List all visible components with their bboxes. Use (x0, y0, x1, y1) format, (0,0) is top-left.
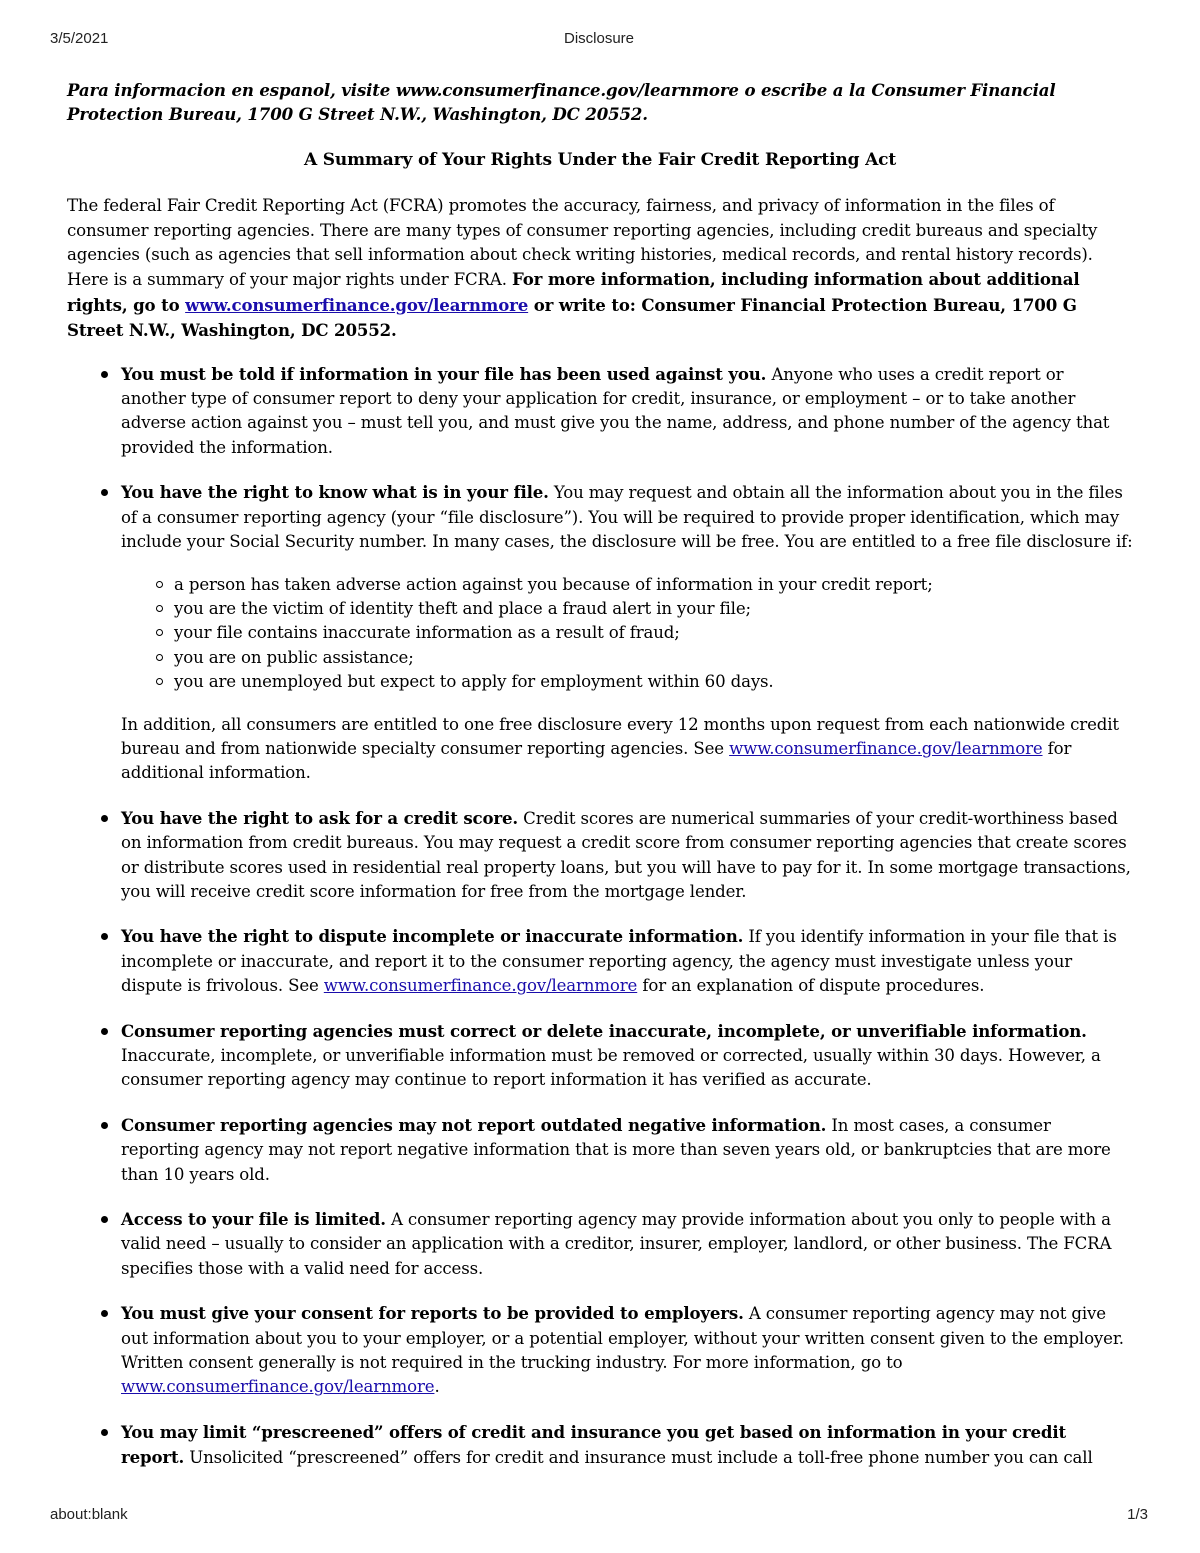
right-item-credit-score (67, 806, 1133, 905)
learnmore-link[interactable]: www.consumerfinance.gov/learnmore (121, 1377, 435, 1397)
condition-item: you are on public assistance; (121, 646, 1133, 670)
intro-more-info-post: or write to: Consumer Financial Protection Bureau, 1700 G Street N.W., Washington, DC 20552. (67, 294, 1077, 341)
condition-item: your file contains inaccurate information as a result of fraud; (121, 621, 1133, 645)
print-date: 3/5/2021 (50, 30, 109, 47)
right-heading: You must be told if information in your file has been used against you. (121, 363, 767, 384)
right-item-outdated-info (67, 1113, 1133, 1187)
intro-paragraph (67, 194, 1133, 343)
right-heading: You have the right to dispute incomplete or inaccurate information. (121, 926, 744, 947)
right-text: A consumer reporting agency may not give out information about you to your employer, or a potential employer, without your written consent given to the employer. Written consent generally is not required in the trucking industry. For more information, go to (121, 1304, 1124, 1373)
additional-text: In addition, all consumers are entitled to one free disclosure every 12 months upon request from each nationwide credit bureau and from nationwide specialty consumer reporting agencies. See (121, 714, 1119, 758)
right-heading: Consumer reporting agencies must correct or delete inaccurate, incomplete, or unverifiable information. (121, 1020, 1087, 1041)
right-text: A consumer reporting agency may provide information about you only to people with a valid need – usually to consider an application with a creditor, insurer, employer, landlord, or other business. The FCRA specifies those with a valid need for access. (121, 1210, 1112, 1278)
learnmore-link[interactable]: www.consumerfinance.gov/learnmore (323, 976, 638, 996)
right-item-correct-delete (67, 1019, 1133, 1093)
rights-list (67, 362, 1133, 1471)
right-text: In most cases, a consumer reporting agency may not report negative information that is more than seven years old, or bankruptcies that are more than 10 years old. (121, 1115, 1111, 1184)
intro-more-info-pre: For more information, including information about additional rights, go to (67, 269, 1080, 315)
right-item-prescreened-offers (67, 1420, 1133, 1471)
disclosure-document (67, 78, 1133, 1491)
additional-text-post: for additional information. (121, 738, 1072, 783)
document-title: A Summary of Your Rights Under the Fair Credit Reporting Act (303, 149, 897, 170)
right-text: If you identify information in your file that is incomplete or inaccurate, and report it to the consumer reporting agency, the agency must investigate unless your dispute is frivolous. See (121, 927, 1117, 996)
right-item-told-if-used (67, 362, 1133, 461)
right-heading: Access to your file is limited. (121, 1209, 386, 1230)
learnmore-link[interactable]: www.consumerfinance.gov/learnmore (729, 738, 1043, 758)
right-item-dispute (67, 924, 1133, 998)
right-text: Anyone who uses a credit report or another type of consumer report to deny your application for credit, insurance, or employment – or to take another adverse action against you – must tell you, and must give you the name, address, and phone number of the agency that provided the information. (121, 364, 1110, 457)
spanish-notice: Para informacion en espanol, visite www.consumerfinance.gov/learnmore o escribe a la Consumer Financial Protection Bureau, 1700 G Street N.W., Washington, DC 20552. (67, 80, 1056, 125)
right-text: You may request and obtain all the information about you in the files of a consumer reporting agency (your “file disclosure”). You will be required to provide proper identification, which may include your Social Security number. In many cases, the disclosure will be free. You are entitled to a free file disclosure if: (121, 483, 1133, 552)
right-heading: You have the right to know what is in your file. (121, 482, 549, 503)
right-item-know-file (67, 480, 1133, 785)
right-item-employer-consent (67, 1301, 1133, 1400)
right-text-post: for an explanation of dispute procedures. (637, 976, 985, 996)
right-heading: You have the right to ask for a credit score. (121, 807, 519, 828)
print-url: about:blank (50, 1506, 128, 1523)
right-heading: You must give your consent for reports to be provided to employers. (121, 1303, 744, 1324)
right-text: Unsolicited “prescreened” offers for credit and insurance must include a toll-free phone number you can call (184, 1448, 1093, 1468)
right-text-post: . (434, 1377, 440, 1397)
right-heading: You may limit “prescreened” offers of credit and insurance you get based on information in your credit report. (121, 1421, 1067, 1468)
additional-free-disclosure (121, 713, 1133, 786)
free-disclosure-conditions (121, 573, 1133, 695)
print-page-title: Disclosure (563, 30, 635, 47)
right-text: Inaccurate, incomplete, or unverifiable information must be removed or corrected, usually within 30 days. However, a consumer reporting agency may continue to report information it has verified as accurate. (121, 1046, 1101, 1090)
right-heading: Consumer reporting agencies may not report outdated negative information. (121, 1114, 827, 1135)
condition-item: you are the victim of identity theft and place a fraud alert in your file; (121, 597, 1133, 621)
print-page-number: 1/3 (1127, 1506, 1148, 1523)
intro-learnmore-link[interactable]: www.consumerfinance.gov/learnmore (185, 294, 529, 315)
right-text: Credit scores are numerical summaries of your credit-worthiness based on information from credit bureaus. You may request a credit score from consumer reporting agencies that create scores or distribute scores used in residential real property loans, but you will have to pay for it. In some mortgage transactions, you will receive credit score information for free from the mortgage lender. (121, 808, 1131, 901)
condition-item: you are unemployed but expect to apply for employment within 60 days. (121, 670, 1133, 694)
right-item-access-limited (67, 1207, 1133, 1281)
condition-item: a person has taken adverse action against you because of information in your credit report; (121, 573, 1133, 597)
intro-text: The federal Fair Credit Reporting Act (FCRA) promotes the accuracy, fairness, and privacy of information in the files of consumer reporting agencies. There are many types of consumer reporting agencies, including credit bureaus and specialty agencies (such as agencies that sell information about check writing histories, medical records, and rental history records). Here is a summary of your major rights under FCRA. (67, 196, 1098, 290)
